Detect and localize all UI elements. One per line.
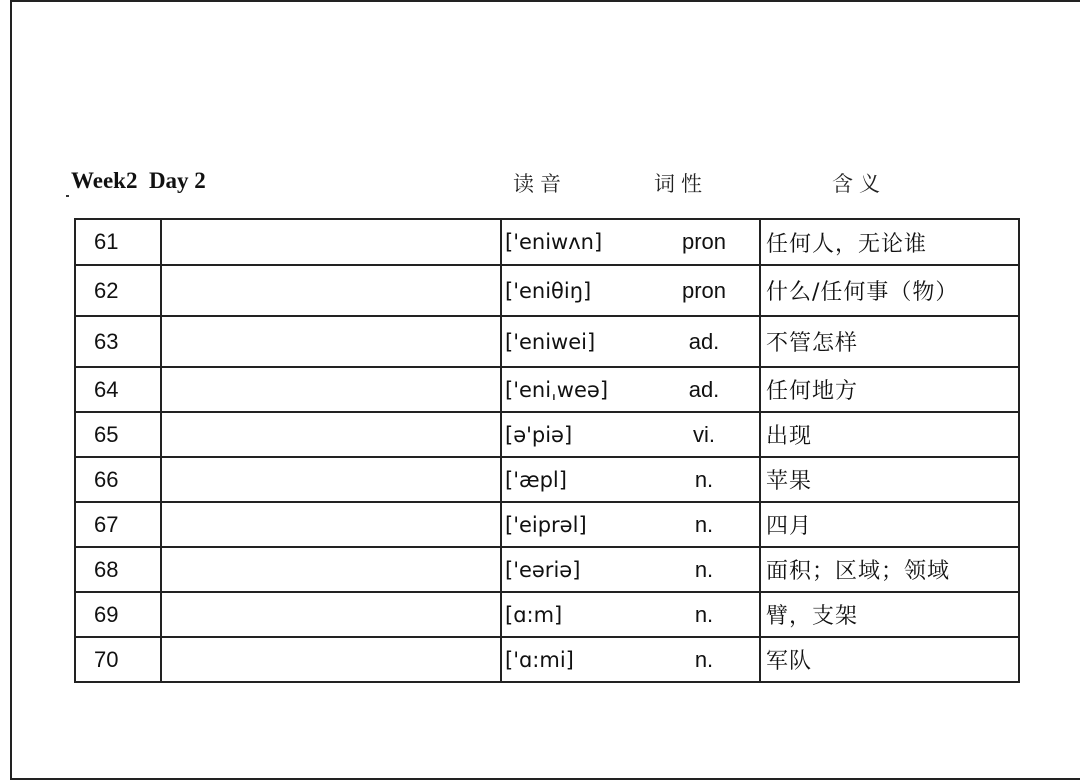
part-of-speech-cell: n.	[649, 457, 760, 502]
pronunciation-cell: [ə'piə]	[501, 412, 649, 457]
meaning-cell: 面积；区域；领域	[760, 547, 1019, 592]
part-of-speech-cell: vi.	[649, 412, 760, 457]
column-header-part-of-speech: 词性	[654, 172, 708, 196]
part-of-speech-cell: n.	[649, 502, 760, 547]
column-header-pronunciation: 读音	[513, 172, 567, 196]
meaning-cell: 不管怎样	[760, 316, 1019, 367]
part-of-speech-cell: ad.	[649, 367, 760, 412]
row-number: 63	[75, 316, 161, 367]
document-title: Week2 Day 2	[71, 168, 206, 193]
pronunciation-cell: ['eniθiŋ]	[501, 265, 649, 316]
part-of-speech-cell: pron	[649, 265, 760, 316]
row-number: 61	[75, 219, 161, 265]
meaning-cell: 苹果	[760, 457, 1019, 502]
pronunciation-cell: ['eniˌweə]	[501, 367, 649, 412]
row-number: 65	[75, 412, 161, 457]
word-cell	[161, 316, 501, 367]
word-cell	[161, 412, 501, 457]
pronunciation-cell: ['eəriə]	[501, 547, 649, 592]
meaning-cell: 什么/任何事（物）	[760, 265, 1019, 316]
part-of-speech-cell: ad.	[649, 316, 760, 367]
meaning-cell: 任何地方	[760, 367, 1019, 412]
meaning-cell: 出现	[760, 412, 1019, 457]
pronunciation-cell: ['eniwei]	[501, 316, 649, 367]
title-mark	[66, 195, 69, 197]
row-number: 64	[75, 367, 161, 412]
meaning-cell: 四月	[760, 502, 1019, 547]
row-number: 69	[75, 592, 161, 637]
row-number: 67	[75, 502, 161, 547]
row-number: 62	[75, 265, 161, 316]
table-row	[75, 457, 1019, 502]
table-row	[75, 316, 1019, 367]
part-of-speech-cell: n.	[649, 592, 760, 637]
table-row	[75, 502, 1019, 547]
meaning-cell: 臂，支架	[760, 592, 1019, 637]
meaning-cell: 任何人，无论谁	[760, 219, 1019, 265]
pronunciation-cell: [ɑ:m]	[501, 592, 649, 637]
part-of-speech-cell: pron	[649, 219, 760, 265]
row-number: 66	[75, 457, 161, 502]
pronunciation-cell: ['æpl]	[501, 457, 649, 502]
meaning-cell: 军队	[760, 637, 1019, 682]
table-row	[75, 367, 1019, 412]
word-cell	[161, 219, 501, 265]
row-number: 68	[75, 547, 161, 592]
vocabulary-table	[74, 218, 1020, 683]
pronunciation-cell: ['eiprəl]	[501, 502, 649, 547]
header-row	[0, 166, 1080, 200]
pronunciation-cell: ['eniwʌn]	[501, 219, 649, 265]
table-row	[75, 265, 1019, 316]
word-cell	[161, 367, 501, 412]
column-header-meaning: 含义	[832, 172, 886, 196]
part-of-speech-cell: n.	[649, 547, 760, 592]
word-cell	[161, 502, 501, 547]
word-cell	[161, 592, 501, 637]
pronunciation-cell: ['ɑ:mi]	[501, 637, 649, 682]
table-row	[75, 412, 1019, 457]
word-cell	[161, 265, 501, 316]
word-cell	[161, 457, 501, 502]
part-of-speech-cell: n.	[649, 637, 760, 682]
table-row	[75, 592, 1019, 637]
row-number: 70	[75, 637, 161, 682]
table-row	[75, 637, 1019, 682]
table-row	[75, 547, 1019, 592]
word-cell	[161, 637, 501, 682]
table-row	[75, 219, 1019, 265]
word-cell	[161, 547, 501, 592]
